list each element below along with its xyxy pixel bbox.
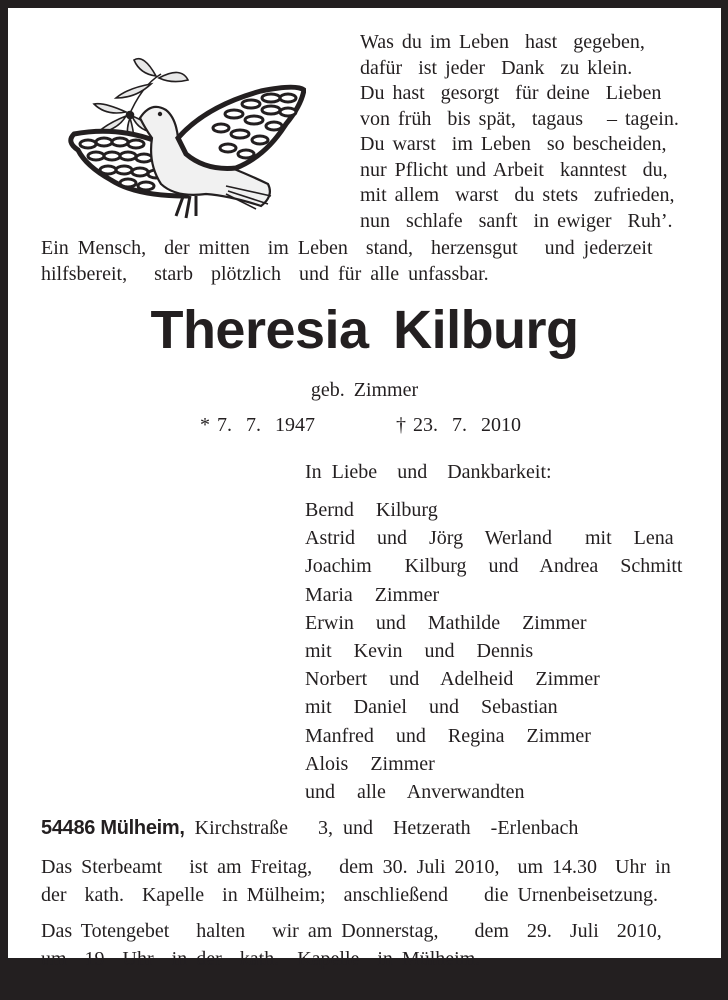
death-date: † 23. 7. 2010 xyxy=(396,414,521,436)
mourner-entry: Erwin und Mathilde Zimmer xyxy=(305,611,587,634)
mourner-entry: mit Kevin und Dennis xyxy=(305,640,534,663)
mourner-entry: Bernd Kilburg xyxy=(305,499,438,521)
dove-icon xyxy=(56,46,306,226)
address xyxy=(41,816,578,842)
intro-line: hilfsbereit, starb plötzlich und für alle unfassbar. xyxy=(41,262,489,285)
obituary-notice xyxy=(8,8,721,970)
requiem-line: der kath. Kapelle in Mülheim; anschließend die Urnenbeisetzung. xyxy=(41,884,658,906)
mourner-entry: Maria Zimmer xyxy=(305,583,440,606)
intro-line: Ein Mensch, der mitten im Leben stand, herzensgut und jederzeit xyxy=(41,237,653,259)
poem-line: nun schlafe sanft in ewiger Ruh’. xyxy=(360,209,673,232)
poem-line: nur Pflicht und Arbeit kanntest du, xyxy=(360,158,668,181)
mourner-entry: Astrid und Jörg Werland mit Lena xyxy=(305,527,674,550)
mourners-list xyxy=(305,496,683,806)
mourners-heading: In Liebe und Dankbarkeit: xyxy=(305,461,552,483)
deceased-name: Theresia Kilburg xyxy=(150,300,579,360)
prayer-line: Das Totengebet halten wir am Donnerstag, dem 29. Juli 2010, xyxy=(41,920,662,942)
prayer-info xyxy=(41,917,709,973)
poem-line: von früh bis spät, tagaus – tagein. xyxy=(360,107,679,130)
maiden-name: geb. Zimmer xyxy=(310,379,419,401)
requiem-line: Das Sterbeamt ist am Freitag, dem 30. Juli 2010, um 14.30 Uhr in xyxy=(41,856,671,878)
poem-line: dafür ist jeder Dank zu klein. xyxy=(360,56,633,79)
requiem-info xyxy=(41,853,709,909)
poem-line: mit allem warst du stets zufrieden, xyxy=(360,184,675,206)
prayer-line: um 19 Uhr in der kath. Kapelle in Mülheim. xyxy=(41,948,481,970)
mourner-entry: Manfred und Regina Zimmer xyxy=(305,724,591,747)
poem-line: Was du im Leben hast gegeben, xyxy=(360,31,645,53)
mourner-entry: und alle Anverwandten xyxy=(305,781,525,804)
address-city: 54486 Mülheim, xyxy=(41,817,185,839)
poem-line: Du hast gesorgt für deine Lieben xyxy=(360,82,662,104)
mourner-entry: Joachim Kilburg und Andrea Schmitt xyxy=(305,555,683,578)
intro-text xyxy=(41,236,701,287)
birth-date: * 7. 7. 1947 xyxy=(200,414,315,436)
mourner-entry: Alois Zimmer xyxy=(305,752,435,775)
poem-line: Du warst im Leben so bescheiden, xyxy=(360,133,667,155)
mourner-entry: Norbert und Adelheid Zimmer xyxy=(305,668,600,691)
address-street: Kirchstraße 3, und Hetzerath -Erlenbach xyxy=(184,817,579,839)
mourner-entry: mit Daniel und Sebastian xyxy=(305,696,558,719)
poem xyxy=(360,30,679,234)
